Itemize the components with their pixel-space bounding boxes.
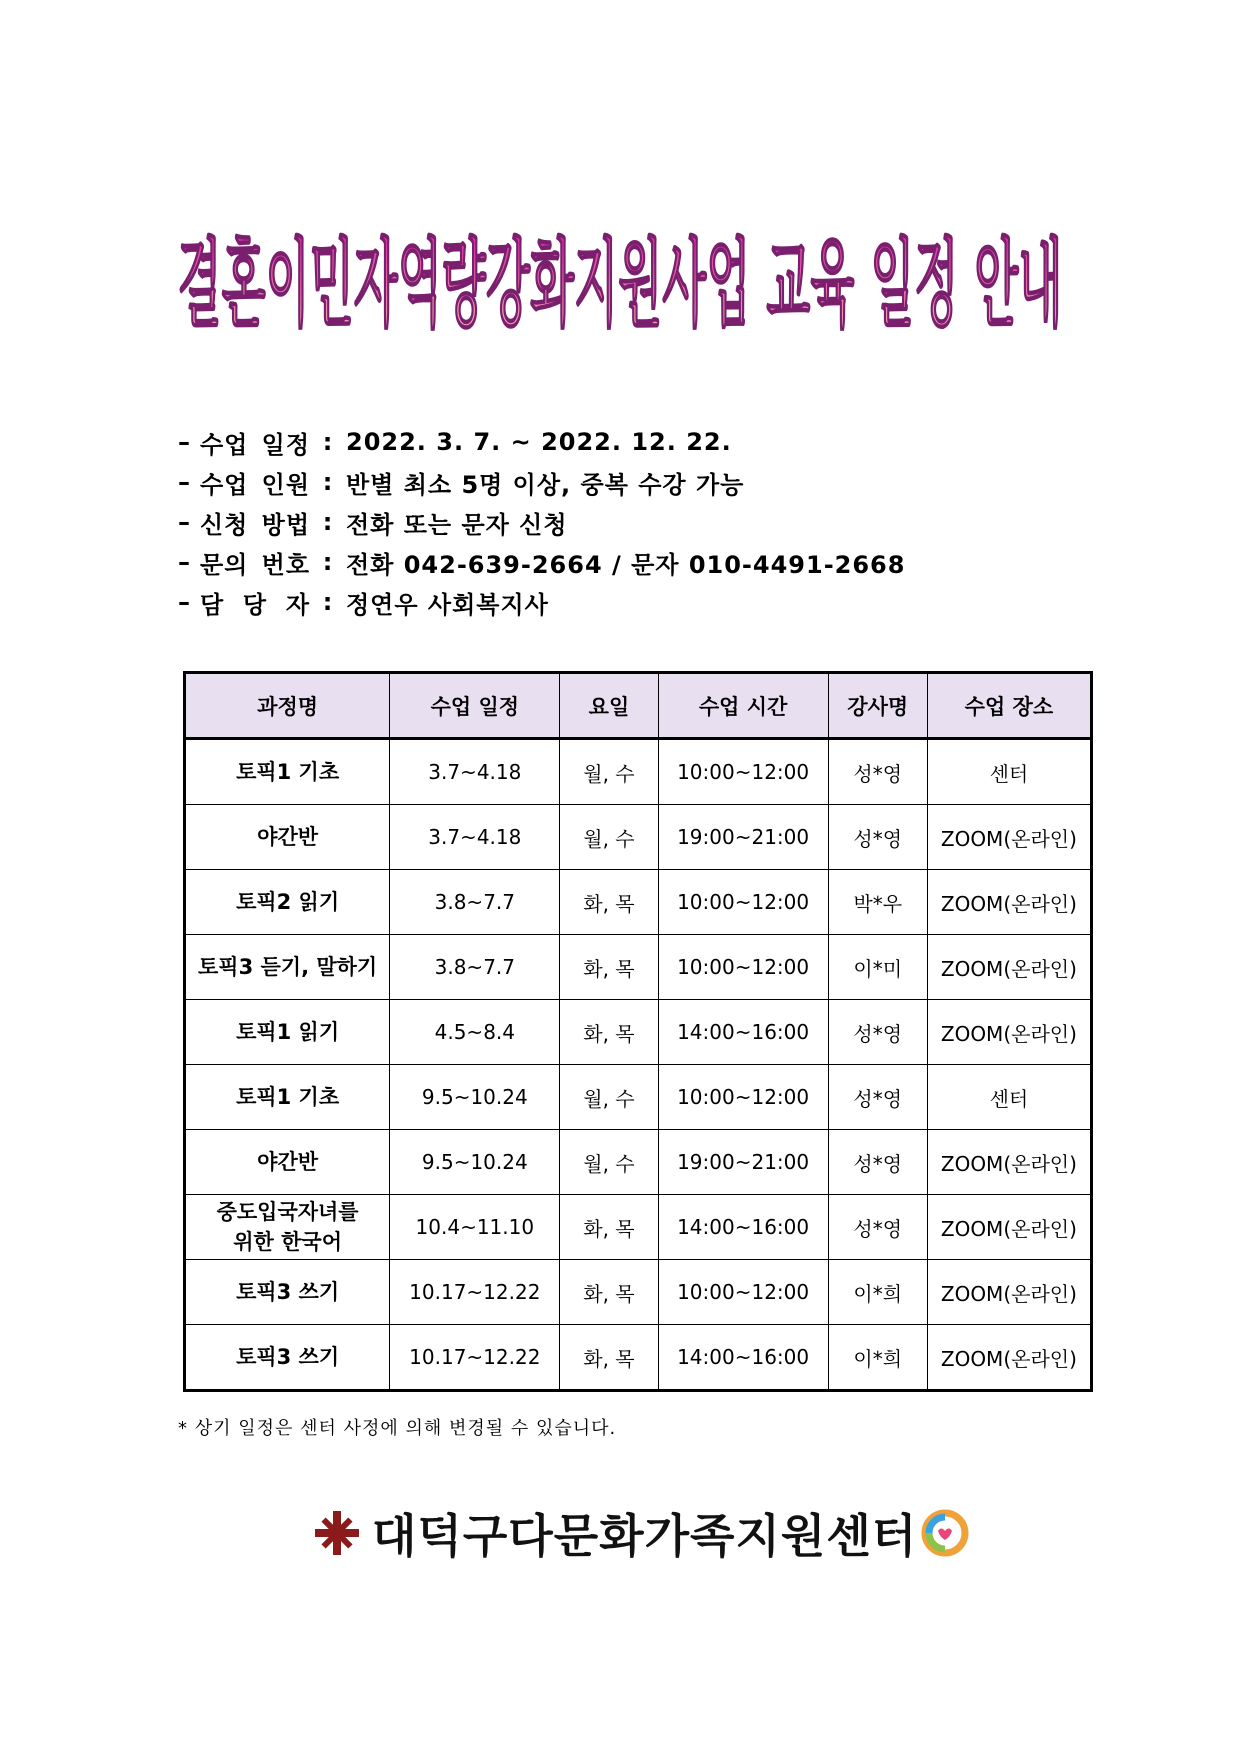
cell-days: 월, 수 [560,739,658,805]
cell-period: 9.5~10.24 [390,1065,560,1130]
info-value: 정연우 사회복지사 [346,590,549,619]
schedule-note: * 상기 일정은 센터 사정에 의해 변경될 수 있습니다. [178,1418,617,1439]
cell-course: 중도입국자녀를 위한 한국어 [185,1195,390,1260]
table-row [185,1130,1092,1195]
cell-period: 9.5~10.24 [390,1130,560,1195]
page-title-text: 결혼이민자역량강화지원사업 교육 일정 안내 [177,228,1063,340]
info-label: 담 당 자 [200,590,310,619]
center-logo-icon [919,1507,971,1559]
cell-instructor: 성*영 [828,1195,927,1260]
footer-org-name: 대덕구다문화가족지원센터 [372,1509,918,1563]
cell-period: 3.7~4.18 [390,805,560,870]
cell-instructor: 성*영 [828,805,927,870]
cell-days: 화, 목 [560,1260,658,1325]
cell-instructor: 성*영 [828,1065,927,1130]
cell-period: 10.4~11.10 [390,1195,560,1260]
page-title [170,195,1070,365]
cell-location: ZOOM(온라인) [927,1325,1091,1391]
info-label: 신청 방법 [200,510,310,539]
table-row [185,1260,1092,1325]
cell-course: 야간반 [185,1130,390,1195]
table-header-row [185,673,1092,739]
cell-instructor: 이*희 [828,1260,927,1325]
header-days: 요일 [560,673,658,739]
info-row-capacity: – 수업 인원 : 반별 최소 5명 이상, 중복 수강 가능 [178,462,905,502]
cell-location: ZOOM(온라인) [927,870,1091,935]
cell-location: 센터 [927,739,1091,805]
cell-days: 화, 목 [560,1000,658,1065]
cell-time: 10:00~12:00 [658,739,828,805]
cell-days: 월, 수 [560,1130,658,1195]
table-row [185,1195,1092,1260]
schedule-table [183,671,1093,1392]
header-course: 과정명 [185,673,390,739]
cell-time: 14:00~16:00 [658,1000,828,1065]
cell-course: 토픽1 읽기 [185,1000,390,1065]
cell-course: 토픽1 기초 [185,1065,390,1130]
cell-time: 10:00~12:00 [658,870,828,935]
cell-days: 화, 목 [560,1195,658,1260]
cell-days: 화, 목 [560,870,658,935]
cell-days: 화, 목 [560,935,658,1000]
table-row [185,1065,1092,1130]
cell-location: ZOOM(온라인) [927,1130,1091,1195]
cell-days: 월, 수 [560,805,658,870]
table-row [185,805,1092,870]
info-label: 수업 인원 [200,470,310,499]
cell-course: 토픽3 듣기, 말하기 [185,935,390,1000]
info-row-manager: – 담 당 자 : 정연우 사회복지사 [178,582,905,622]
cell-course: 토픽3 쓰기 [185,1260,390,1325]
cell-time: 10:00~12:00 [658,935,828,1000]
header-instructor: 강사명 [828,673,927,739]
info-list [178,422,905,622]
table-row [185,1325,1092,1391]
cell-days: 월, 수 [560,1065,658,1130]
footer-org [312,1500,971,1566]
cell-course: 야간반 [185,805,390,870]
info-row-schedule: – 수업 일정 : 2022. 3. 7. ~ 2022. 12. 22. [178,422,905,462]
info-label: 수업 일정 [200,430,310,459]
cell-period: 4.5~8.4 [390,1000,560,1065]
table-row [185,935,1092,1000]
caritas-cross-icon [312,1508,362,1558]
cell-instructor: 이*미 [828,935,927,1000]
info-label: 문의 번호 [200,550,310,579]
info-value: 반별 최소 5명 이상, 중복 수강 가능 [346,470,745,499]
cell-period: 3.8~7.7 [390,935,560,1000]
cell-time: 10:00~12:00 [658,1260,828,1325]
table-row [185,739,1092,805]
cell-location: ZOOM(온라인) [927,1195,1091,1260]
cell-period: 3.7~4.18 [390,739,560,805]
cell-location: ZOOM(온라인) [927,935,1091,1000]
cell-course: 토픽1 기초 [185,739,390,805]
table-row [185,1000,1092,1065]
info-value: 전화 042-639-2664 / 문자 010-4491-2668 [346,550,906,579]
cell-location: ZOOM(온라인) [927,1000,1091,1065]
header-period: 수업 일정 [390,673,560,739]
cell-location: ZOOM(온라인) [927,805,1091,870]
cell-location: ZOOM(온라인) [927,1260,1091,1325]
info-value: 전화 또는 문자 신청 [346,510,568,539]
cell-instructor: 성*영 [828,739,927,805]
info-row-contact: – 문의 번호 : 전화 042-639-2664 / 문자 010-4491-2668 [178,542,905,582]
info-row-apply: – 신청 방법 : 전화 또는 문자 신청 [178,502,905,542]
cell-period: 3.8~7.7 [390,870,560,935]
cell-location: 센터 [927,1065,1091,1130]
table-row [185,870,1092,935]
cell-instructor: 성*영 [828,1000,927,1065]
cell-instructor: 이*희 [828,1325,927,1391]
cell-time: 14:00~16:00 [658,1195,828,1260]
cell-instructor: 성*영 [828,1130,927,1195]
cell-time: 19:00~21:00 [658,1130,828,1195]
cell-period: 10.17~12.22 [390,1260,560,1325]
cell-days: 화, 목 [560,1325,658,1391]
cell-course: 토픽3 쓰기 [185,1325,390,1391]
cell-time: 14:00~16:00 [658,1325,828,1391]
cell-instructor: 박*우 [828,870,927,935]
info-value: 2022. 3. 7. ~ 2022. 12. 22. [346,428,732,456]
cell-time: 19:00~21:00 [658,805,828,870]
header-location: 수업 장소 [927,673,1091,739]
cell-period: 10.17~12.22 [390,1325,560,1391]
header-time: 수업 시간 [658,673,828,739]
cell-time: 10:00~12:00 [658,1065,828,1130]
cell-course: 토픽2 읽기 [185,870,390,935]
